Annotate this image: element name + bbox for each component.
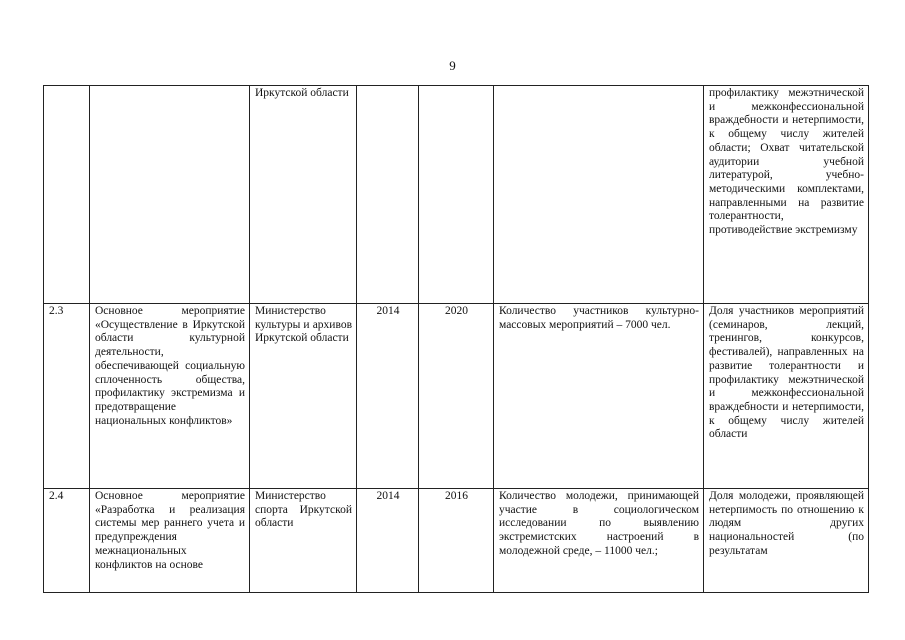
target-cell: Доля участников мероприятий (семинаров, лекций, тренингов, конкурсов, фестивалей), направленных на развитие толерантности и профилактику межэтнической и межконфессиональной враждебности и нетерпимости, к общему числу жителей области (704, 304, 869, 489)
indicator-cell: Количество молодежи, принимающей участие в социологическом исследовании по выявлению экстремистских настроений в молодежной среде, – 11000 чел.; (494, 489, 704, 593)
target-cell: Доля молодежи, проявляющей нетерпимость по отношению к людям других национальностей (по результатам (704, 489, 869, 593)
end-year-cell: 2016 (419, 489, 494, 593)
end-year-cell (419, 86, 494, 304)
executor-cell: Иркутской области (250, 86, 357, 304)
row-number-cell (44, 86, 90, 304)
program-table (43, 85, 869, 593)
end-year-cell: 2020 (419, 304, 494, 489)
start-year-cell (357, 86, 419, 304)
table-row (44, 489, 869, 593)
start-year-cell: 2014 (357, 489, 419, 593)
event-cell (90, 86, 250, 304)
table-row (44, 304, 869, 489)
row-number-cell: 2.3 (44, 304, 90, 489)
indicator-cell (494, 86, 704, 304)
event-cell: Основное мероприятие «Осуществление в Иркутской области культурной деятельности, обеспечивающей социальную сплоченность общества, профилактику экстремизма и предотвращение национальных конфликтов» (90, 304, 250, 489)
table-row (44, 86, 869, 304)
event-cell: Основное мероприятие «Разработка и реализация системы мер раннего учета и предупреждения межнациональных конфликтов на основе (90, 489, 250, 593)
target-cell: профилактику межэтнической и межконфессиональной враждебности и нетерпимости, к общему числу жителей области; Охват читательской аудитории учебной литературой, учебно-методическими комплектами, направленными на развитие толерантности, противодействие экстремизму (704, 86, 869, 304)
start-year-cell: 2014 (357, 304, 419, 489)
page-number: 9 (449, 58, 456, 73)
executor-cell: Министерство культуры и архивов Иркутской области (250, 304, 357, 489)
row-number-cell: 2.4 (44, 489, 90, 593)
executor-cell: Министерство спорта Иркутской области (250, 489, 357, 593)
indicator-cell: Количество участников культурно-массовых мероприятий – 7000 чел. (494, 304, 704, 489)
